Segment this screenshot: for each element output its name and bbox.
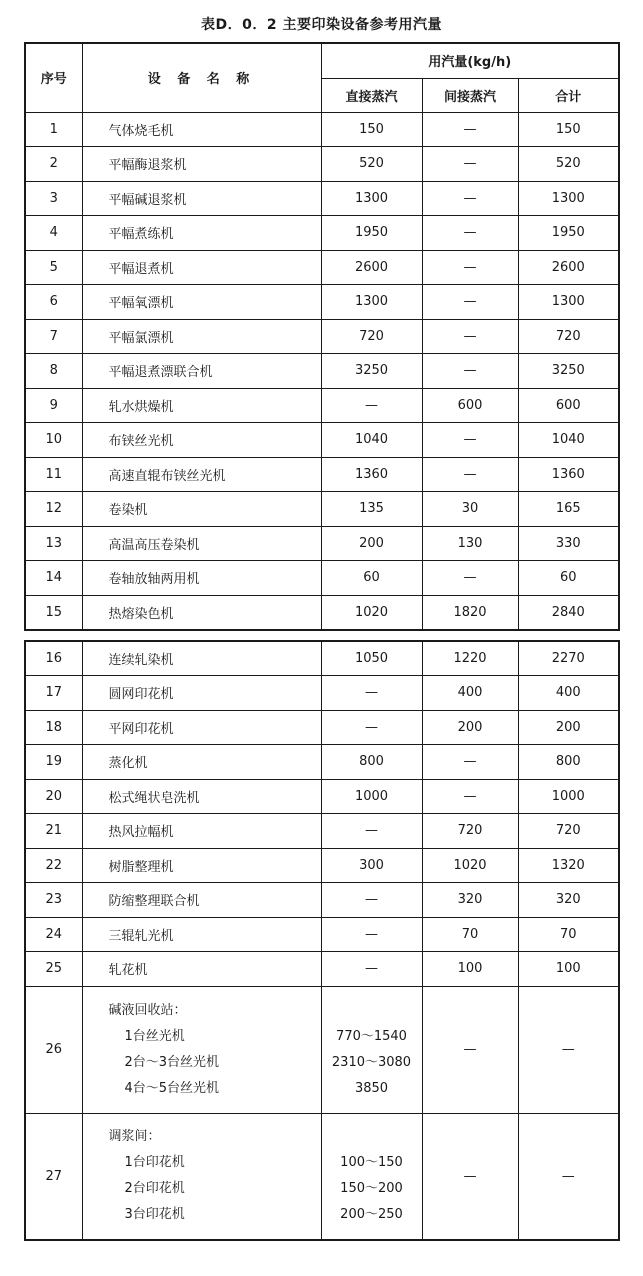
header-no: 序号 [25,43,82,112]
table-row [25,526,619,561]
row-name: 平幅退煮机 [82,250,321,285]
sub-item: 2台印花机 [124,1181,185,1197]
row-no: 9 [25,388,82,423]
row-direct: — [321,814,422,849]
row-total: 1360 [518,457,619,492]
table-title: 表D．0．2 主要印染设备参考用汽量 [201,17,442,33]
row-total: 165 [518,492,619,527]
row-name: 卷染机 [82,492,321,527]
header-indirect: 间接蒸汽 [422,78,518,112]
row-total: 1950 [518,216,619,251]
row-name: 高温高压卷染机 [82,526,321,561]
table-row [25,641,619,676]
row-no: 13 [25,526,82,561]
row-no: 26 [25,986,82,1113]
row-direct [321,1113,422,1240]
row-name: 平网印花机 [82,710,321,745]
row-name: 平幅退煮漂联合机 [82,354,321,389]
row-total: 330 [518,526,619,561]
row-indirect: 200 [422,710,518,745]
row-no: 22 [25,848,82,883]
table-row [25,676,619,711]
row-indirect: 1820 [422,595,518,630]
row-indirect: 720 [422,814,518,849]
row-name: 树脂整理机 [82,848,321,883]
row-indirect: 70 [422,917,518,952]
table-row [25,883,619,918]
row-direct: 300 [321,848,422,883]
row-name [82,1113,321,1240]
row-name [82,986,321,1113]
row-total: 1300 [518,285,619,320]
group-name: 碱液回收站： [108,1002,187,1018]
row-indirect: — [422,423,518,458]
row-indirect: — [422,216,518,251]
row-total: 400 [518,676,619,711]
row-name: 平幅碱退浆机 [82,181,321,216]
row-direct: — [321,388,422,423]
table-row [25,986,619,1113]
row-direct: 1950 [321,216,422,251]
row-direct: — [321,917,422,952]
row-name: 三辊轧光机 [82,917,321,952]
row-direct: 200 [321,526,422,561]
direct-value: 3850 [354,1080,389,1096]
row-name: 气体烧毛机 [82,112,321,147]
row-direct: 1300 [321,285,422,320]
row-name: 轧水烘燥机 [82,388,321,423]
table-row [25,147,619,182]
table-row [25,181,619,216]
row-direct: 1300 [321,181,422,216]
row-total: 70 [518,917,619,952]
row-direct: — [321,883,422,918]
steam-table-part-2 [24,640,620,1241]
table-row [25,354,619,389]
row-no: 27 [25,1113,82,1240]
row-no: 5 [25,250,82,285]
row-total: 800 [518,745,619,780]
row-total: 720 [518,319,619,354]
row-indirect: 30 [422,492,518,527]
row-direct: — [321,710,422,745]
row-no: 6 [25,285,82,320]
row-total: 2270 [518,641,619,676]
row-indirect: 600 [422,388,518,423]
table-row [25,1113,619,1240]
row-no: 18 [25,710,82,745]
row-direct: 720 [321,319,422,354]
sub-item: 4台～5台丝光机 [124,1080,220,1096]
sub-item: 2台～3台丝光机 [124,1054,220,1070]
row-indirect: — [422,319,518,354]
table-row [25,595,619,630]
row-indirect: — [422,561,518,596]
row-indirect: — [422,986,518,1113]
row-total: 2840 [518,595,619,630]
row-direct: 150 [321,112,422,147]
row-name: 平幅煮练机 [82,216,321,251]
row-total: — [518,1113,619,1240]
row-name: 连续轧染机 [82,641,321,676]
row-name: 卷轴放轴两用机 [82,561,321,596]
row-name: 平幅酶退浆机 [82,147,321,182]
row-no: 16 [25,641,82,676]
row-total: 520 [518,147,619,182]
row-no: 14 [25,561,82,596]
row-indirect: — [422,181,518,216]
row-indirect: 130 [422,526,518,561]
row-indirect: — [422,457,518,492]
header-total: 合计 [518,78,619,112]
table-row [25,710,619,745]
row-indirect: — [422,745,518,780]
table-row [25,952,619,987]
table-row [25,285,619,320]
table-row [25,423,619,458]
row-total: 720 [518,814,619,849]
row-direct: 1050 [321,641,422,676]
row-direct: 135 [321,492,422,527]
table-row [25,814,619,849]
row-total: 2600 [518,250,619,285]
row-total: 150 [518,112,619,147]
row-direct: — [321,676,422,711]
table-row [25,112,619,147]
direct-value: 100～150 [340,1155,403,1171]
row-name: 热熔染色机 [82,595,321,630]
row-indirect: 100 [422,952,518,987]
row-total: 200 [518,710,619,745]
table-row [25,492,619,527]
row-total: 60 [518,561,619,596]
row-indirect: — [422,250,518,285]
row-name: 热风拉幅机 [82,814,321,849]
row-total: 1300 [518,181,619,216]
row-direct: 1040 [321,423,422,458]
table-row [25,250,619,285]
row-total: 1320 [518,848,619,883]
row-total: 100 [518,952,619,987]
header-direct: 直接蒸汽 [321,78,422,112]
row-total: 600 [518,388,619,423]
table-row [25,388,619,423]
sub-item: 1台印花机 [124,1155,185,1171]
row-no: 21 [25,814,82,849]
row-name: 轧花机 [82,952,321,987]
table-row [25,216,619,251]
row-total: — [518,986,619,1113]
row-indirect: — [422,285,518,320]
row-direct: 1020 [321,595,422,630]
header-steam: 用汽量(kg/h) [321,43,619,78]
table-row [25,779,619,814]
row-indirect: 1220 [422,641,518,676]
row-indirect: — [422,112,518,147]
row-no: 25 [25,952,82,987]
sub-item: 1台丝光机 [124,1028,185,1044]
table-row [25,745,619,780]
row-no: 23 [25,883,82,918]
row-indirect: 400 [422,676,518,711]
row-no: 4 [25,216,82,251]
row-total: 1000 [518,779,619,814]
row-direct: 520 [321,147,422,182]
row-direct: 60 [321,561,422,596]
row-indirect: — [422,779,518,814]
row-no: 2 [25,147,82,182]
row-no: 19 [25,745,82,780]
row-direct: — [321,952,422,987]
group-name: 调浆间： [108,1129,161,1145]
row-no: 15 [25,595,82,630]
row-direct: 2600 [321,250,422,285]
row-total: 320 [518,883,619,918]
row-no: 3 [25,181,82,216]
row-no: 11 [25,457,82,492]
header-name: 设 备 名 称 [82,43,321,112]
row-no: 24 [25,917,82,952]
row-name: 平幅氧漂机 [82,285,321,320]
table-row [25,848,619,883]
row-no: 8 [25,354,82,389]
row-name: 布铗丝光机 [82,423,321,458]
row-indirect: — [422,1113,518,1240]
row-indirect: — [422,147,518,182]
row-no: 1 [25,112,82,147]
table-row [25,917,619,952]
sub-item: 3台印花机 [124,1207,185,1223]
direct-value: 770～1540 [336,1028,407,1044]
row-no: 10 [25,423,82,458]
steam-table-part-1 [24,42,620,631]
row-direct: 800 [321,745,422,780]
row-name: 松式绳状皂洗机 [82,779,321,814]
row-name: 高速直辊布铗丝光机 [82,457,321,492]
row-direct: 1000 [321,779,422,814]
row-direct [321,986,422,1113]
table-row [25,561,619,596]
row-no: 7 [25,319,82,354]
row-indirect: 320 [422,883,518,918]
direct-value: 2310～3080 [331,1054,412,1070]
row-name: 平幅氯漂机 [82,319,321,354]
row-direct: 1360 [321,457,422,492]
row-indirect: — [422,354,518,389]
row-no: 20 [25,779,82,814]
row-name: 圆网印花机 [82,676,321,711]
table-row [25,319,619,354]
row-direct: 3250 [321,354,422,389]
direct-value: 150～200 [340,1181,403,1197]
row-no: 12 [25,492,82,527]
row-name: 蒸化机 [82,745,321,780]
row-name: 防缩整理联合机 [82,883,321,918]
row-total: 1040 [518,423,619,458]
row-no: 17 [25,676,82,711]
table-row [25,457,619,492]
direct-value: 200～250 [340,1207,403,1223]
row-total: 3250 [518,354,619,389]
row-indirect: 1020 [422,848,518,883]
